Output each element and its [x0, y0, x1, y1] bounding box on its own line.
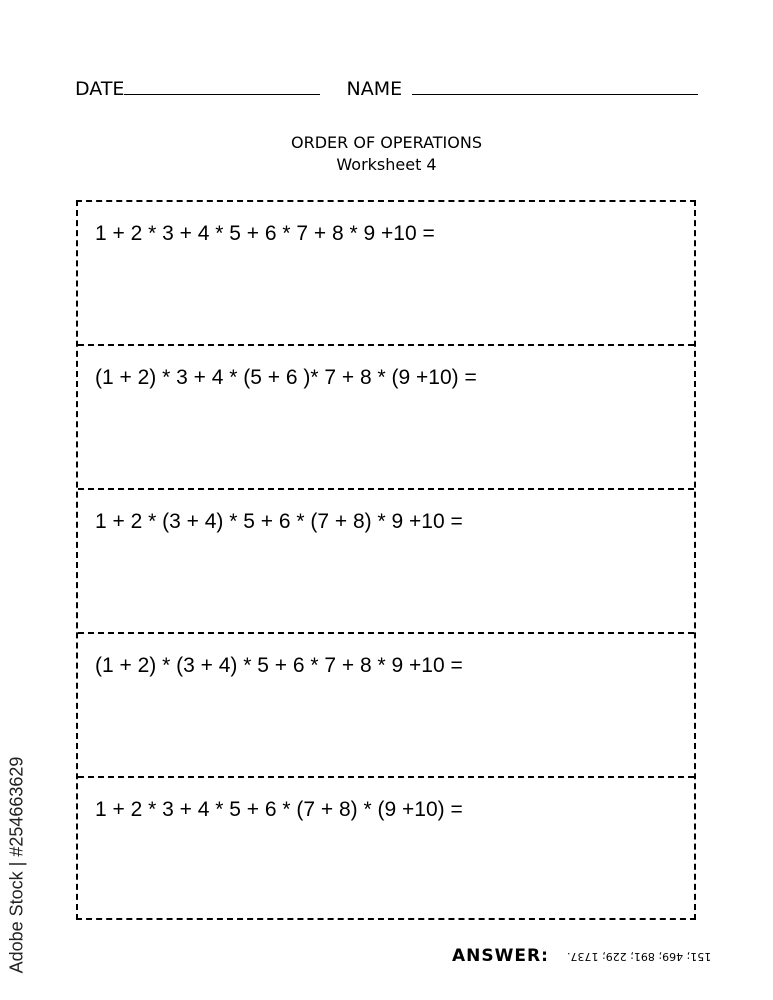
problem-2[interactable]: [78, 346, 694, 490]
title-sub: Worksheet 4: [336, 155, 437, 174]
answer-row: [452, 946, 712, 966]
problem-1[interactable]: [78, 202, 694, 346]
answer-label: ANSWER:: [452, 946, 549, 966]
title-main: ORDER OF OPERATIONS: [291, 133, 482, 152]
problem-expression: 1 + 2 * 3 + 4 * 5 + 6 * 7 + 8 * 9 +10 =: [95, 222, 435, 245]
date-field[interactable]: [124, 76, 320, 95]
name-label: NAME: [346, 78, 403, 100]
stock-id-text: Adobe Stock | #254663629: [6, 756, 27, 974]
problem-3[interactable]: [78, 490, 694, 634]
name-field[interactable]: [412, 76, 698, 95]
header-fields: [75, 76, 698, 100]
problem-5[interactable]: [78, 778, 694, 922]
problem-4[interactable]: [78, 634, 694, 778]
problem-expression: 1 + 2 * 3 + 4 * 5 + 6 * (7 + 8) * (9 +10) =: [95, 798, 463, 821]
problem-expression: (1 + 2) * 3 + 4 * (5 + 6 )* 7 + 8 * (9 +10) =: [95, 366, 477, 389]
problem-expression: (1 + 2) * (3 + 4) * 5 + 6 * 7 + 8 * 9 +10 =: [95, 654, 463, 677]
worksheet-title: [0, 132, 773, 176]
problem-expression: 1 + 2 * (3 + 4) * 5 + 6 * (7 + 8) * 9 +10 =: [95, 510, 463, 533]
answer-values-upside-down: 151; 469; 891; 229; 1737.: [567, 950, 712, 964]
date-label: DATE: [75, 78, 125, 100]
problems-box: [76, 200, 696, 920]
stock-id-watermark: [2, 756, 32, 974]
